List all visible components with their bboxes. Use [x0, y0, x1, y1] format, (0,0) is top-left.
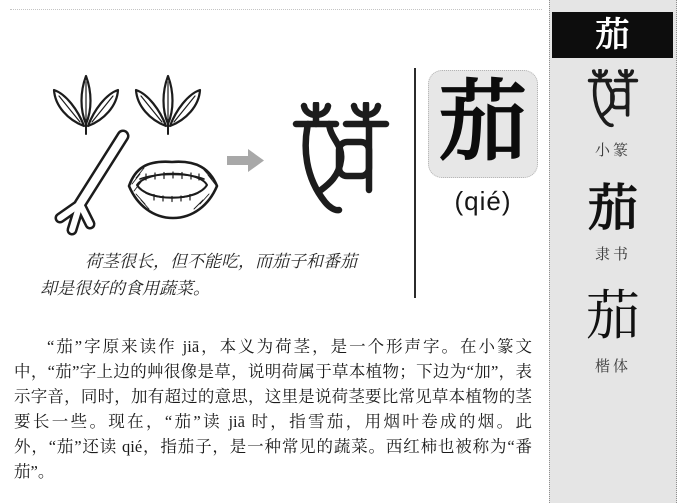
caption-line: 却是很好的食用蔬菜。: [40, 279, 210, 298]
branch-icon: [60, 136, 123, 230]
sidebar-header: 茄: [552, 12, 673, 58]
script-label-lishu: 隶书: [594, 247, 631, 263]
script-char-kaiti: 茄: [586, 286, 640, 346]
leaf-cluster-icon: [136, 76, 200, 134]
seal-script-char-small: [587, 69, 639, 129]
headword-char: 茄: [438, 75, 527, 172]
illustration-caption: [40, 248, 420, 302]
headword-box: [428, 70, 538, 178]
leaf-cluster-icon: [54, 76, 118, 134]
caption-line: 荷茎很长，但不能吃，而茄子和番茄: [85, 252, 357, 271]
seal-script-char-large: [291, 102, 391, 217]
transform-arrow-icon: [227, 147, 265, 174]
script-label-kaiti: 楷体: [594, 359, 631, 375]
script-label-xiaozhuan: 小篆: [594, 143, 631, 159]
mouth-icon: [129, 162, 217, 218]
etymology-paragraph: “茄”字原来读作 jiā，本义为荷茎，是一个形声字。在小篆文中，“茄”字上边的艸很像是草，说明荷属于草本植物；下边为“加”，表示字音，同时，加有超过的意思，这里是说荷茎要比常见草本植物的茎要长一些。现在，“茄”读 jiā 时，指雪茄，用烟叶卷成的烟。此外，“茄”还读 qié，指茄子，是一种常见的蔬菜。西红柿也被称为“番茄”。: [14, 337, 532, 481]
script-char-lishu: 茄: [588, 180, 638, 236]
top-dotted-rule: [10, 9, 542, 10]
script-sidebar: [549, 0, 677, 503]
etymology-illustration: [36, 72, 228, 242]
pinyin-label: (qié): [454, 186, 512, 216]
